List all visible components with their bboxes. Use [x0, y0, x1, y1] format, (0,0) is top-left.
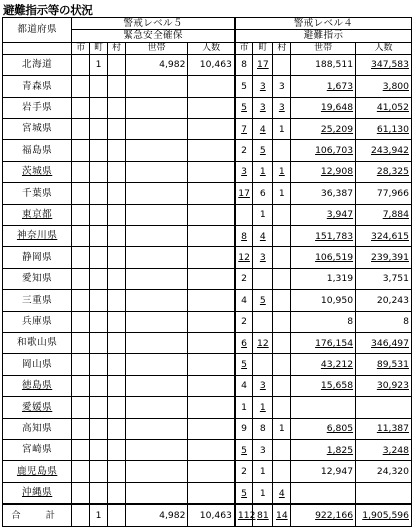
level5-town-cell [90, 268, 108, 289]
level5-households-cell [125, 290, 188, 311]
level4-people-cell: 11,387 [356, 418, 412, 439]
level5-village-cell [108, 354, 126, 375]
level4-city-cell [235, 204, 253, 225]
level5-people-cell [188, 375, 235, 396]
level5-village-cell [108, 290, 126, 311]
level4-village-cell: 3 [273, 97, 291, 118]
level5-village-cell [108, 54, 126, 75]
level5-town-cell [90, 440, 108, 461]
level5-town-cell [90, 482, 108, 504]
level4-city-cell: 5 [235, 97, 253, 118]
level5-village-cell [108, 118, 126, 139]
level4-town-cell: 5 [253, 140, 273, 161]
level4-village-cell: 4 [273, 482, 291, 504]
level4-households-cell: 10,950 [291, 290, 356, 311]
level5-people-cell [188, 482, 235, 504]
page-title: 避難指示等の状況 [3, 3, 93, 17]
level4-people-cell: 1,905,596 [356, 504, 412, 526]
level5-people-cell [188, 76, 235, 97]
level5-town-cell [90, 461, 108, 482]
level4-village-cell: 3 [273, 76, 291, 97]
prefecture-cell: 宮崎県 [3, 440, 72, 461]
level5-people-cell [188, 97, 235, 118]
table-row [3, 76, 412, 97]
level4-households-cell: 36,387 [291, 183, 356, 204]
level4-people-cell: 61,130 [356, 118, 412, 139]
level5-city-cell [72, 54, 90, 75]
level4-city-cell: 112 [235, 504, 253, 526]
level4-households-cell: 106,703 [291, 140, 356, 161]
level5-city-cell [72, 418, 90, 439]
level4-town-cell: 12 [253, 333, 273, 354]
level5-households-cell [125, 333, 188, 354]
level4-city-cell: 3 [235, 161, 253, 182]
level5-households-cell [125, 375, 188, 396]
table-row [3, 226, 412, 247]
level4-people-cell: 41,052 [356, 97, 412, 118]
header-level4-sub: 避難指示 [235, 30, 412, 42]
level4-households-cell [291, 482, 356, 504]
level5-people-cell [188, 183, 235, 204]
level5-people-cell [188, 333, 235, 354]
level4-village-cell [273, 247, 291, 268]
level4-village-cell [273, 311, 291, 332]
header-households: 世帯 [291, 42, 356, 54]
level4-households-cell: 12,947 [291, 461, 356, 482]
level4-village-cell [273, 397, 291, 418]
level5-city-cell [72, 333, 90, 354]
level5-city-cell [72, 76, 90, 97]
level5-households-cell [125, 97, 188, 118]
header-city: 市 [72, 42, 90, 54]
level4-people-cell: 3,800 [356, 76, 412, 97]
level4-village-cell [273, 204, 291, 225]
level4-city-cell: 9 [235, 418, 253, 439]
table-row [3, 354, 412, 375]
level5-village-cell [108, 183, 126, 204]
header-town: 町 [90, 42, 108, 54]
level4-households-cell: 12,908 [291, 161, 356, 182]
level5-town-cell [90, 247, 108, 268]
level5-households-cell: 4,982 [125, 54, 188, 75]
level4-village-cell [273, 375, 291, 396]
level5-households-cell [125, 76, 188, 97]
level4-people-cell: 243,942 [356, 140, 412, 161]
prefecture-cell: 東京都 [3, 204, 72, 225]
level5-village-cell [108, 97, 126, 118]
level5-city-cell [72, 375, 90, 396]
level5-people-cell [188, 161, 235, 182]
level5-people-cell [188, 140, 235, 161]
level5-households-cell [125, 140, 188, 161]
level4-village-cell [273, 461, 291, 482]
level4-village-cell [273, 333, 291, 354]
level4-village-cell: 1 [273, 183, 291, 204]
level4-village-cell [273, 440, 291, 461]
level4-town-cell: 1 [253, 397, 273, 418]
level5-village-cell [108, 226, 126, 247]
level4-town-cell: 6 [253, 183, 273, 204]
level5-village-cell [108, 161, 126, 182]
level5-village-cell [108, 375, 126, 396]
level4-town-cell [253, 354, 273, 375]
level4-people-cell: 24,320 [356, 461, 412, 482]
level4-people-cell: 7,884 [356, 204, 412, 225]
header-village: 村 [273, 42, 291, 54]
table-row [3, 247, 412, 268]
table-row [3, 375, 412, 396]
level4-city-cell: 1 [235, 397, 253, 418]
level4-people-cell: 20,243 [356, 290, 412, 311]
prefecture-cell: 鹿児島県 [3, 461, 72, 482]
header-households: 世帯 [125, 42, 188, 54]
prefecture-cell: 高知県 [3, 418, 72, 439]
level5-city-cell [72, 397, 90, 418]
level5-households-cell [125, 268, 188, 289]
level5-people-cell [188, 118, 235, 139]
level4-town-cell: 4 [253, 226, 273, 247]
table-row [3, 204, 412, 225]
level5-town-cell [90, 375, 108, 396]
level4-town-cell: 1 [253, 482, 273, 504]
header-level4: 警戒レベル４ [235, 18, 412, 30]
level4-households-cell: 922,166 [291, 504, 356, 526]
level5-people-cell [188, 311, 235, 332]
level5-city-cell [72, 97, 90, 118]
level5-households-cell [125, 397, 188, 418]
level4-people-cell: 347,583 [356, 54, 412, 75]
level5-city-cell [72, 247, 90, 268]
level5-town-cell: 1 [90, 504, 108, 526]
prefecture-cell: 福島県 [3, 140, 72, 161]
level5-town-cell [90, 290, 108, 311]
prefecture-cell: 三重県 [3, 290, 72, 311]
level4-town-cell: 5 [253, 290, 273, 311]
level4-households-cell: 1,319 [291, 268, 356, 289]
level4-people-cell: 239,391 [356, 247, 412, 268]
level5-people-cell: 10,463 [188, 504, 235, 526]
level4-city-cell: 6 [235, 333, 253, 354]
level5-city-cell [72, 440, 90, 461]
level5-households-cell [125, 118, 188, 139]
prefecture-cell: 愛知県 [3, 268, 72, 289]
level5-town-cell [90, 226, 108, 247]
level4-city-cell: 7 [235, 118, 253, 139]
table-row [3, 118, 412, 139]
level5-town-cell [90, 333, 108, 354]
level4-town-cell [253, 268, 273, 289]
level4-village-cell [273, 140, 291, 161]
level5-households-cell [125, 161, 188, 182]
level4-people-cell: 8 [356, 311, 412, 332]
level4-town-cell: 3 [253, 247, 273, 268]
level5-town-cell [90, 311, 108, 332]
level5-city-cell [72, 354, 90, 375]
level5-city-cell [72, 504, 90, 526]
level5-village-cell [108, 418, 126, 439]
level4-households-cell: 151,783 [291, 226, 356, 247]
prefecture-cell: 徳島県 [3, 375, 72, 396]
level4-village-cell: 1 [273, 161, 291, 182]
level4-city-cell: 5 [235, 482, 253, 504]
level5-city-cell [72, 118, 90, 139]
table-row [3, 183, 412, 204]
level5-village-cell [108, 247, 126, 268]
level5-people-cell [188, 354, 235, 375]
prefecture-cell: 岡山県 [3, 354, 72, 375]
table-row [3, 161, 412, 182]
level5-town-cell [90, 140, 108, 161]
prefecture-cell: 北海道 [3, 54, 72, 75]
level4-town-cell: 8 [253, 418, 273, 439]
level4-city-cell: 5 [235, 354, 253, 375]
level5-households-cell [125, 354, 188, 375]
level5-village-cell [108, 333, 126, 354]
level5-town-cell [90, 161, 108, 182]
level4-households-cell: 15,658 [291, 375, 356, 396]
level4-households-cell: 188,511 [291, 54, 356, 75]
prefecture-cell: 和歌山県 [3, 333, 72, 354]
level5-village-cell [108, 140, 126, 161]
level4-households-cell: 8 [291, 311, 356, 332]
level4-people-cell [356, 397, 412, 418]
level4-city-cell: 8 [235, 226, 253, 247]
level5-people-cell: 10,463 [188, 54, 235, 75]
level5-households-cell [125, 204, 188, 225]
table-row [3, 268, 412, 289]
level5-town-cell [90, 97, 108, 118]
level5-city-cell [72, 461, 90, 482]
level5-households-cell [125, 183, 188, 204]
level4-town-cell [253, 311, 273, 332]
level4-city-cell: 2 [235, 461, 253, 482]
total-row [3, 504, 412, 526]
level5-village-cell [108, 204, 126, 225]
level4-people-cell: 77,966 [356, 183, 412, 204]
prefecture-cell: 兵庫県 [3, 311, 72, 332]
level5-city-cell [72, 140, 90, 161]
prefecture-cell: 宮城県 [3, 118, 72, 139]
level5-people-cell [188, 418, 235, 439]
level5-village-cell [108, 461, 126, 482]
level5-households-cell [125, 311, 188, 332]
level5-town-cell [90, 183, 108, 204]
level5-people-cell [188, 204, 235, 225]
level5-households-cell [125, 226, 188, 247]
level4-village-cell: 1 [273, 118, 291, 139]
level4-village-cell [273, 54, 291, 75]
level4-people-cell: 3,751 [356, 268, 412, 289]
level5-people-cell [188, 397, 235, 418]
prefecture-cell: 岩手県 [3, 97, 72, 118]
table-row [3, 311, 412, 332]
header-village: 村 [108, 42, 126, 54]
prefecture-cell: 沖縄県 [3, 482, 72, 504]
level4-people-cell: 3,248 [356, 440, 412, 461]
level5-village-cell [108, 76, 126, 97]
level5-households-cell [125, 418, 188, 439]
level4-town-cell: 1 [253, 461, 273, 482]
level4-town-cell: 3 [253, 440, 273, 461]
level5-town-cell [90, 76, 108, 97]
level4-city-cell: 17 [235, 183, 253, 204]
prefecture-cell: 愛媛県 [3, 397, 72, 418]
level4-city-cell: 4 [235, 290, 253, 311]
level4-town-cell: 3 [253, 76, 273, 97]
level4-city-cell: 2 [235, 140, 253, 161]
level5-village-cell [108, 311, 126, 332]
level5-city-cell [72, 482, 90, 504]
prefecture-cell: 神奈川県 [3, 226, 72, 247]
table-row [3, 140, 412, 161]
level5-city-cell [72, 204, 90, 225]
header-people: 人数 [356, 42, 412, 54]
level4-town-cell: 1 [253, 204, 273, 225]
level5-people-cell [188, 461, 235, 482]
level5-city-cell [72, 161, 90, 182]
level4-households-cell: 1,673 [291, 76, 356, 97]
level5-village-cell [108, 504, 126, 526]
table-row [3, 290, 412, 311]
level4-town-cell: 1 [253, 161, 273, 182]
table-row [3, 440, 412, 461]
header-prefecture: 都道府県 [3, 18, 72, 43]
level4-village-cell [273, 354, 291, 375]
level4-households-cell: 1,825 [291, 440, 356, 461]
level4-households-cell: 43,212 [291, 354, 356, 375]
level5-town-cell [90, 118, 108, 139]
level5-households-cell: 4,982 [125, 504, 188, 526]
level4-town-cell: 3 [253, 375, 273, 396]
table-row [3, 461, 412, 482]
header-people: 人数 [188, 42, 235, 54]
header-blank [3, 42, 72, 54]
level5-people-cell [188, 226, 235, 247]
prefecture-cell: 青森県 [3, 76, 72, 97]
header-level5: 警戒レベル５ [72, 18, 235, 30]
level4-city-cell: 5 [235, 440, 253, 461]
level4-town-cell: 81 [253, 504, 273, 526]
level5-households-cell [125, 461, 188, 482]
level5-households-cell [125, 247, 188, 268]
prefecture-cell: 茨城県 [3, 161, 72, 182]
level5-town-cell [90, 204, 108, 225]
level4-people-cell: 30,923 [356, 375, 412, 396]
table-row [3, 397, 412, 418]
level4-village-cell [273, 268, 291, 289]
level4-village-cell: 14 [273, 504, 291, 526]
header-level5-sub: 緊急安全確保 [72, 30, 235, 42]
level5-people-cell [188, 440, 235, 461]
table-row [3, 97, 412, 118]
level5-people-cell [188, 290, 235, 311]
level4-households-cell: 176,154 [291, 333, 356, 354]
level5-town-cell [90, 354, 108, 375]
level5-village-cell [108, 440, 126, 461]
level4-town-cell: 4 [253, 118, 273, 139]
level5-village-cell [108, 268, 126, 289]
level5-town-cell [90, 397, 108, 418]
level4-households-cell [291, 397, 356, 418]
level5-town-cell: 1 [90, 54, 108, 75]
table-row [3, 418, 412, 439]
level5-village-cell [108, 397, 126, 418]
level4-people-cell: 89,531 [356, 354, 412, 375]
level5-village-cell [108, 482, 126, 504]
level4-people-cell: 324,615 [356, 226, 412, 247]
level4-town-cell: 17 [253, 54, 273, 75]
level4-village-cell: 1 [273, 418, 291, 439]
level4-village-cell [273, 290, 291, 311]
level4-city-cell: 8 [235, 54, 253, 75]
table-row [3, 333, 412, 354]
level4-city-cell: 2 [235, 311, 253, 332]
header-city: 市 [235, 42, 253, 54]
level4-households-cell: 19,648 [291, 97, 356, 118]
total-label: 合 計 [3, 504, 72, 526]
prefecture-cell: 静岡県 [3, 247, 72, 268]
level5-people-cell [188, 247, 235, 268]
level5-city-cell [72, 183, 90, 204]
level4-households-cell: 106,519 [291, 247, 356, 268]
level5-people-cell [188, 268, 235, 289]
level4-people-cell: 346,497 [356, 333, 412, 354]
prefecture-cell: 千葉県 [3, 183, 72, 204]
level5-city-cell [72, 268, 90, 289]
level4-people-cell [356, 482, 412, 504]
level5-city-cell [72, 311, 90, 332]
table-row [3, 54, 412, 75]
level5-city-cell [72, 290, 90, 311]
level4-people-cell: 28,325 [356, 161, 412, 182]
level4-village-cell [273, 226, 291, 247]
evacuation-table [2, 17, 412, 527]
level5-town-cell [90, 418, 108, 439]
level4-households-cell: 6,805 [291, 418, 356, 439]
level5-city-cell [72, 226, 90, 247]
level4-town-cell: 3 [253, 97, 273, 118]
level4-city-cell: 2 [235, 268, 253, 289]
level4-city-cell: 12 [235, 247, 253, 268]
level4-households-cell: 3,947 [291, 204, 356, 225]
level4-city-cell: 4 [235, 375, 253, 396]
level4-city-cell: 5 [235, 76, 253, 97]
level4-households-cell: 25,209 [291, 118, 356, 139]
header-town: 町 [253, 42, 273, 54]
level5-households-cell [125, 482, 188, 504]
level5-households-cell [125, 440, 188, 461]
table-row [3, 482, 412, 504]
